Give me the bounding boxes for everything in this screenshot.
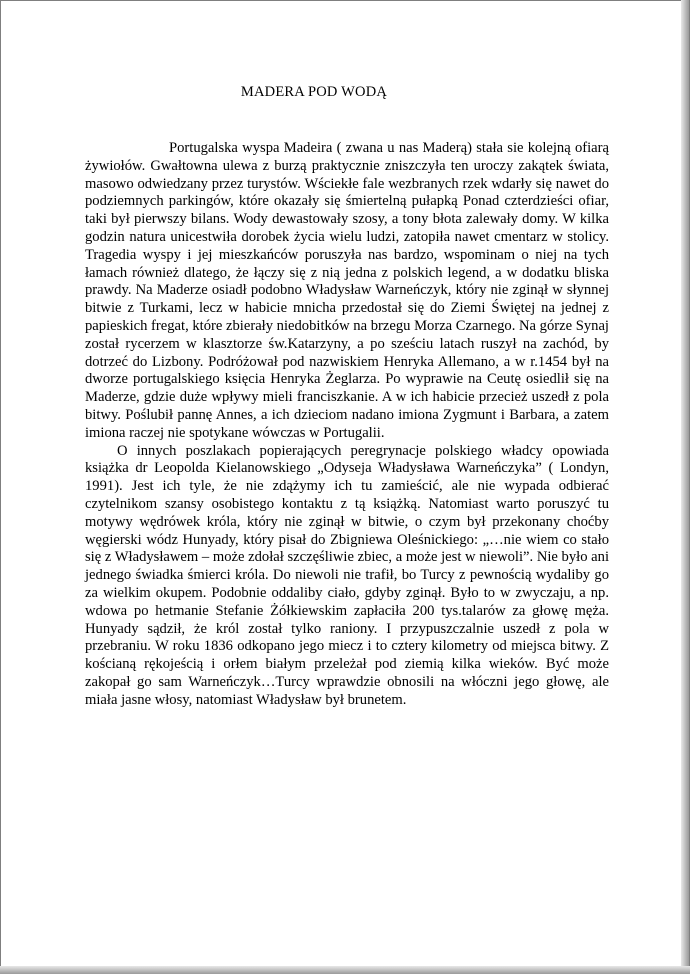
page-shadow-right — [681, 0, 689, 974]
document-title: MADERA POD WODĄ — [240, 84, 388, 100]
paragraph-1: Portugalska wyspa Madeira ( zwana u nas Maderą) stała sie kolejną ofiarą żywiołów. Gwałtowna ulewa z burzą praktycznie zniszczyła ten uroczy zakątek świata, masowo odwiedzany przez turystów. Wściekłe fale wezbranych rzek wdarły się nawet do podziemnych parkingów, które okazały się śmiertelną pułapką Ponad czterdzieści ofiar, taki był pierwszy bilans. Wody dewastowały szosy, a tony błota zalewały domy. W kilka godzin natura unicestwiła dorobek życia wielu ludzi, zatopiła nawet cmentarz w stolicy. Tragedia wyspy i jej mieszkańców poruszyła nas bardzo, wspominam o niej na tych łamach również dlatego, że łączy się z nią jedna z polskich legend, a w dodatku bliska prawdy. Na Maderze osiadł podobno Władysław Warneńczyk, który nie zginął w słynnej bitwie z Turkami, lecz w habicie mnicha przedostał się do Ziemi Świętej na jednej z papieskich fregat, które zbierały niedobitków na brzegu Morza Czarnego. Na górze Synaj został rycerzem w klasztorze św.Katarzyny, a po sześciu latach ruszył na zachód, by dotrzeć do Lizbony. Podróżował pod nazwiskiem Henryka Allemano, a w r.1454 był na dworze portugalskiego księcia Henryka Żeglarza. Po wyprawie na Ceutę osiedlił się na Maderze, gdzie duże wpływy mieli franciszkanie. A w ich habicie przecież uszedł z pola bitwy. Poślubił pannę Annes, a ich dzieciom nadano imiona Zygmunt i Barbara, a zatem imiona raczej nie spotykane wówczas w Portugalii. — [85, 140, 609, 441]
document-body — [85, 140, 609, 710]
page-shadow-bottom — [0, 966, 690, 974]
paragraph-2: O innych poszlakach popierających peregrynacje polskiego władcy opowiada książka dr Leopolda Kielanowskiego „Odyseja Władysława Warneńczyka” ( Londyn, 1991). Jest ich tyle, że nie zdążymy ich tu zamieścić, ale nie wypada odbierać czytelnikom szansy osobistego kontaktu z tą książką. Natomiast warto poruszyć tu motywy wędrówek króla, który nie zginął w bitwie, o czym był przekonany choćby węgierski wódz Hunyady, który pisał do Zbigniewa Oleśnickiego: „…nie wiem co stało się z Władysławem – może zdołał szczęśliwie zbiec, a może jest w niewoli”. Nie było ani jednego świadka śmierci króla. Do niewoli nie trafił, bo Turcy z pewnością wydaliby go za wielkim okupem. Podobnie oddaliby ciało, gdyby zginął. Było to w zwyczaju, a np. wdowa po hetmanie Stefanie Żółkiewskim zapłaciła 200 tys.talarów za głowę męża. Hunyady sądził, że król został tylko raniony. I przypuszczalnie uszedł z pola w przebraniu. W roku 1836 odkopano jego miecz i to cztery kilometry od miejsca bitwy. Z kościaną rękojeścią i orłem białym przeleżał pod ziemią kilka wieków. Być może zakopał go sam Warneńczyk…Turcy wprawdzie obnosili na włóczni jego głowę, ale miała jasne włosy, natomiast Władysław był brunetem. — [85, 442, 609, 708]
